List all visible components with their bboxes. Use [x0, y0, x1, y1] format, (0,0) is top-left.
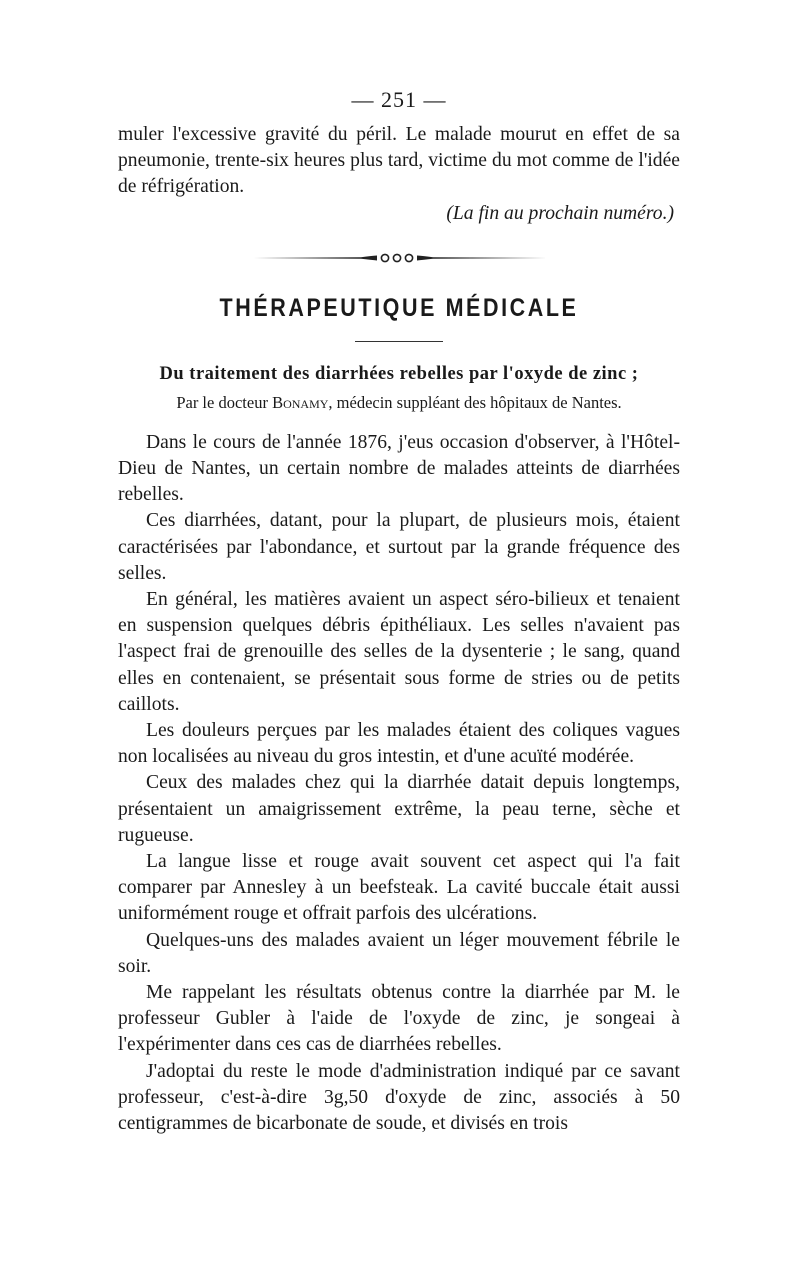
byline-author: Bonamy: [272, 392, 329, 412]
body-paragraph: J'adoptai du reste le mode d'administration indiqué par ce savant professeur, c'est-à-dire 3g,50 d'oxyde de zinc, associés à 50 centigrammes de bicarbonate de soude, et divisés en trois: [118, 1060, 680, 1135]
continuation-note: (La fin au prochain numéro.): [446, 202, 674, 224]
body-paragraph: Ceux des malades chez qui la diarrhée datait depuis longtemps, présentaient un amaigrissement extrême, la peau terne, sèche et rugueuse.: [118, 772, 680, 846]
section-title: THÉRAPEUTIQUE MÉDICALE: [219, 293, 579, 322]
body-paragraph: Ces diarrhées, datant, pour la plupart, de plusieurs mois, étaient caractérisées par l'abondance, et surtout par la grande fréquence des selles.: [118, 510, 680, 584]
body-paragraph: Quelques-uns des malades avaient un léger mouvement fébrile le soir.: [118, 929, 680, 977]
article-title: Du traitement des diarrhées rebelles par l'oxyde de zinc ;: [159, 363, 639, 384]
body-paragraph: Me rappelant les résultats obtenus contre la diarrhée par M. le professeur Gubler à l'aide de l'oxyde de zinc, je songeai à l'expérimenter dans ces cas de diarrhées rebelles.: [118, 982, 680, 1056]
title-rule: [355, 341, 443, 342]
byline-prefix: Par le docteur: [176, 392, 268, 412]
body-paragraph: La langue lisse et rouge avait souvent cet aspect qui l'a fait comparer par Annesley à un beefsteak. La cavité buccale était aussi uniformément rouge et offrait parfois des ulcérations.: [118, 851, 680, 925]
body-paragraph: En général, les matières avaient un aspect séro-bilieux et tenaient en suspension quelques débris épithéliaux. Les selles n'avaient pas l'aspect frai de grenouille des selles de la dysenterie ; le sang, quand elles en contenaient, se présentait sous forme de stries ou de petits caillots.: [118, 589, 680, 715]
byline-suffix: , médecin suppléant des hôpitaux de Nantes.: [328, 392, 622, 412]
document-page: [118, 86, 680, 1137]
body-paragraph: Les douleurs perçues par les malades étaient des coliques vagues non localisées au niveau du gros intestin, et d'une acuïté modérée.: [118, 720, 680, 768]
ornamental-divider: [251, 249, 547, 267]
page-number: — 251 —: [351, 87, 447, 112]
opening-paragraph: muler l'excessive gravité du péril. Le malade mourut en effet de sa pneumonie, trente-six heures plus tard, victime du mot comme de l'idée de réfrigération.: [118, 124, 680, 198]
byline: [118, 392, 680, 414]
body-paragraph: Dans le cours de l'année 1876, j'eus occasion d'observer, à l'Hôtel-Dieu de Nantes, un certain nombre de malades atteints de diarrhées rebelles.: [118, 431, 680, 506]
